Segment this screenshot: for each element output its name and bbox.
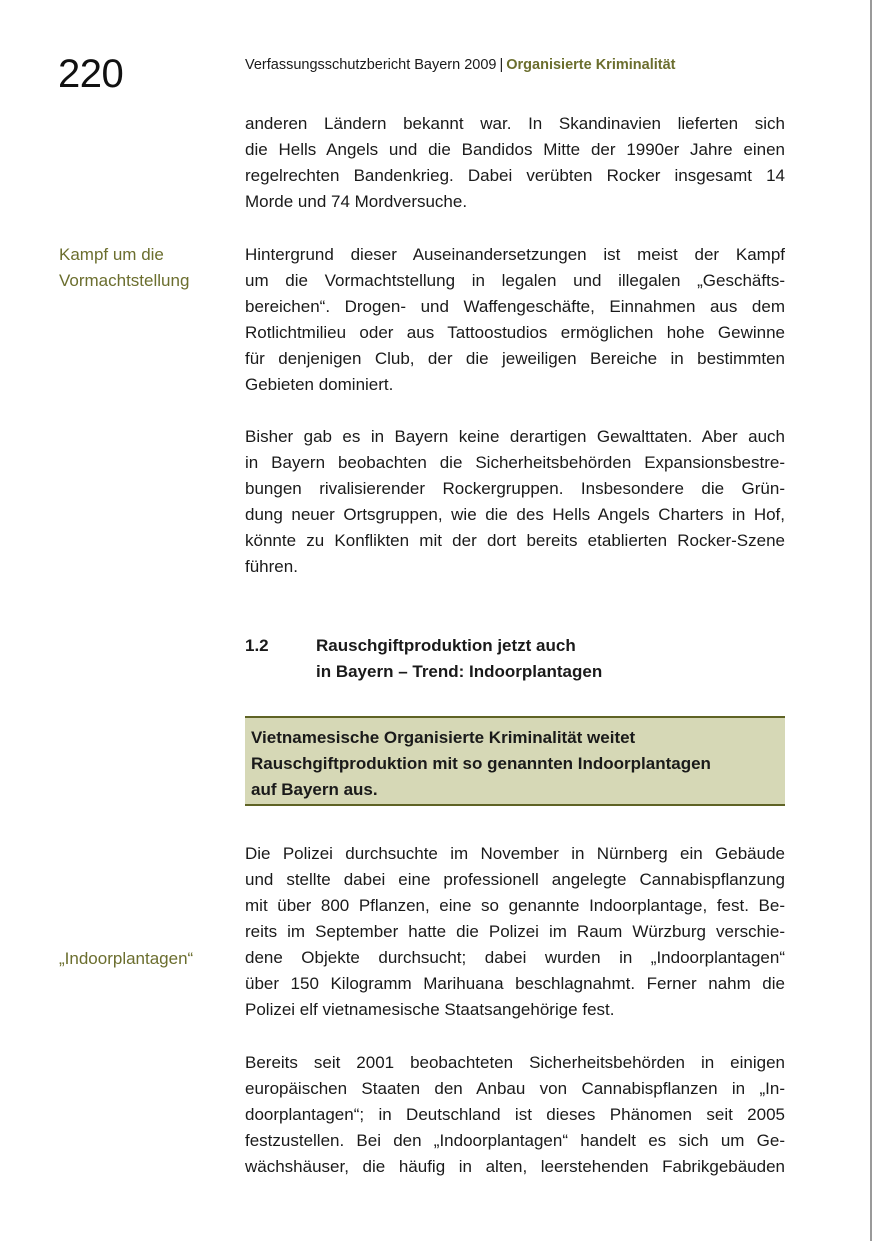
- page-number: 220: [58, 52, 124, 96]
- text-line: bereichen“. Drogen- und Waffengeschäfte, Einnahmen aus dem: [245, 297, 785, 316]
- text-line: Hintergrund dieser Auseinandersetzungen ist meist der Kampf: [245, 245, 785, 264]
- summary-line: Rauschgiftproduktion mit so genannten Indoorplantagen: [251, 754, 711, 773]
- text-line: mit über 800 Pflanzen, eine so genannte Indoorplantage, fest. Be-: [245, 896, 785, 915]
- margin-note-line: „Indoorplantagen“: [59, 949, 194, 968]
- running-head: [245, 56, 675, 74]
- text-line: über 150 Kilogramm Marihuana beschlagnahmt. Ferner nahm die: [245, 974, 785, 993]
- text-line: dung neuer Ortsgruppen, wie die des Hells Angels Charters in Hof,: [245, 505, 785, 524]
- text-line: doorplantagen“; in Deutschland ist dieses Phänomen seit 2005: [245, 1105, 785, 1124]
- text-line: Morde und 74 Mordversuche.: [245, 192, 468, 211]
- text-line: Die Polizei durchsuchte im November in Nürnberg ein Gebäude: [245, 844, 785, 863]
- margin-note-line: Vormachtstellung: [59, 271, 190, 290]
- section-title: Organisierte Kriminalität: [506, 57, 676, 73]
- text-line: europäischen Staaten den Anbau von Cannabispflanzen in „In-: [245, 1079, 785, 1098]
- text-line: und stellte dabei eine professionell angelegte Cannabispflanzung: [245, 870, 785, 889]
- text-line: Bisher gab es in Bayern keine derartigen Gewalttaten. Aber auch: [245, 427, 785, 446]
- margin-note-indoor: [59, 946, 234, 972]
- text-line: festzustellen. Bei den „Indoorplantagen“ handelt es sich um Ge-: [245, 1131, 785, 1150]
- text-line: die Hells Angels und die Bandidos Mitte der 1990er Jahre einen: [245, 140, 785, 159]
- margin-note-kampf: [59, 242, 234, 294]
- paragraph-rocker-conflicts: [245, 111, 785, 215]
- text-line: um die Vormachtstellung in legalen und illegalen „Geschäfts-: [245, 271, 785, 290]
- summary-line: auf Bayern aus.: [251, 780, 378, 799]
- text-line: Gebieten dominiert.: [245, 375, 394, 394]
- margin-note-line: Kampf um die: [59, 245, 164, 264]
- text-line: Bereits seit 2001 beobachteten Sicherheitsbehörden in einigen: [245, 1053, 785, 1072]
- heading-line: Rauschgiftproduktion jetzt auch: [316, 636, 576, 655]
- paragraph-bavaria: [245, 424, 785, 580]
- text-line: für denjenigen Club, der die jeweiligen Bereiche in bestimmten: [245, 349, 785, 368]
- page-edge-rule: [870, 0, 872, 1241]
- publication-title: Verfassungsschutzbericht Bayern 2009: [245, 57, 497, 73]
- heading-line: in Bayern – Trend: Indoorplantagen: [316, 662, 603, 681]
- text-line: regelrechten Bandenkrieg. Dabei verübten Rocker insgesamt 14: [245, 166, 785, 185]
- text-line: bungen rivalisierender Rockergruppen. Insbesondere die Grün-: [245, 479, 785, 498]
- summary-line: Vietnamesische Organisierte Kriminalität weitet: [251, 728, 636, 747]
- section-number: 1.2: [245, 636, 269, 655]
- text-line: in Bayern beobachten die Sicherheitsbehörden Expansionsbestre-: [245, 453, 785, 472]
- text-line: wächshäuser, die häufig in alten, leerstehenden Fabrikgebäuden: [245, 1157, 785, 1176]
- text-line: dene Objekte durchsucht; dabei wurden in „Indoorplantagen“: [245, 948, 785, 967]
- text-line: reits im September hatte die Polizei im Raum Würzburg verschie-: [245, 922, 785, 941]
- text-line: könnte zu Konflikten mit der dort bereits etablierten Rocker-Szene: [245, 531, 785, 550]
- summary-box: [245, 716, 785, 806]
- section-heading-title: [316, 633, 602, 685]
- paragraph-police-search: [245, 841, 785, 1023]
- text-line: Polizei elf vietnamesische Staatsangehörige fest.: [245, 1000, 615, 1019]
- header-separator: |: [499, 57, 504, 73]
- text-line: anderen Ländern bekannt war. In Skandinavien lieferten sich: [245, 114, 785, 133]
- text-line: führen.: [245, 557, 298, 576]
- paragraph-europe-trend: [245, 1050, 785, 1180]
- text-line: Rotlichtmilieu oder aus Tattoostudios ermöglichen hohe Gewinne: [245, 323, 785, 342]
- paragraph-background: [245, 242, 785, 398]
